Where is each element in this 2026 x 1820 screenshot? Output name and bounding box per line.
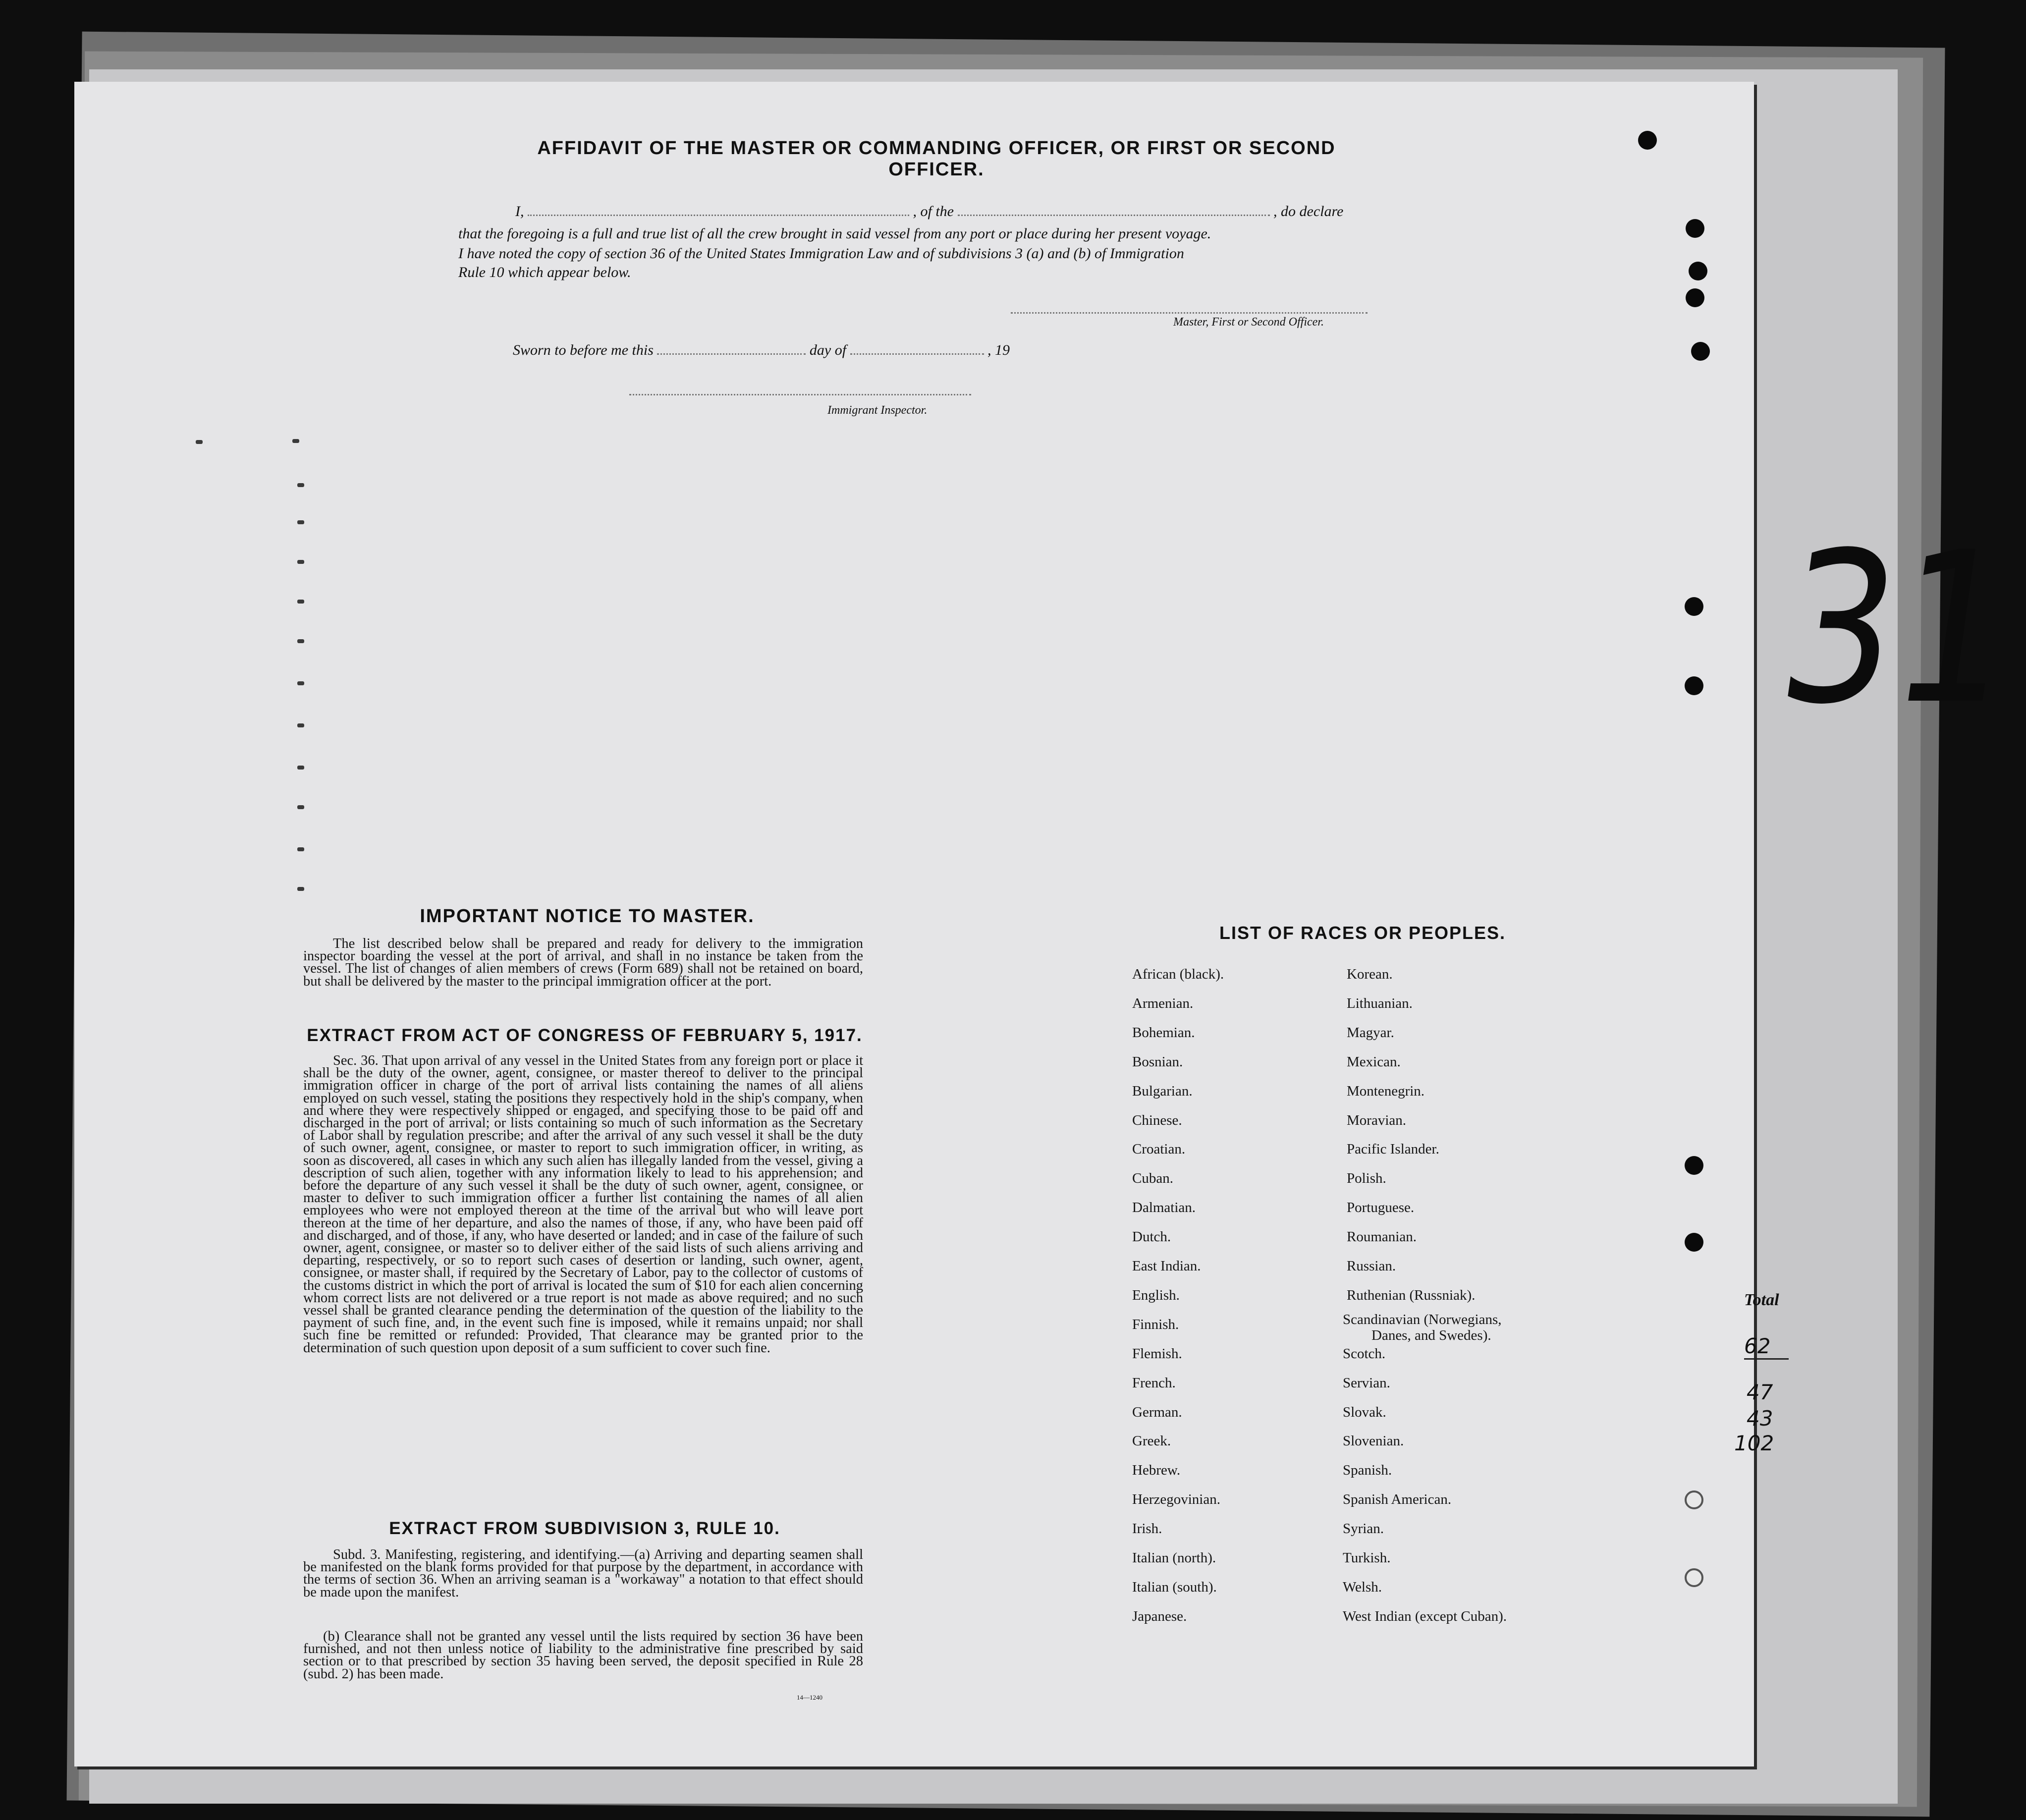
subdivision-3b-text: (b) Clearance shall not be granted any vessel until the lists required by section 36 have been furnished, and not then unless notice of liability to the administrative fine prescribed by said section or to that prescribed by section 35 having been served, the deposit specified in Rule 28 (subd. 2) has been made. (303, 1629, 863, 1682)
race-item: Dutch. (1132, 1229, 1171, 1245)
extract-rule-title: EXTRACT FROM SUBDIVISION 3, RULE 10. (389, 1519, 780, 1538)
tally-value-3: 43 (1747, 1406, 1773, 1431)
race-item: Cuban. (1132, 1170, 1173, 1187)
race-item: Japanese. (1132, 1608, 1187, 1624)
race-item: Moravian. (1347, 1112, 1406, 1128)
race-item: African (black). (1132, 966, 1224, 982)
punch-hole (1691, 342, 1710, 361)
master-signature-line (1011, 312, 1368, 314)
punch-hole (1685, 597, 1703, 616)
race-item: Scotch. (1343, 1345, 1386, 1362)
sworn-line (513, 342, 1010, 359)
race-item: Polish. (1347, 1170, 1386, 1187)
punch-hole (1686, 219, 1704, 238)
race-item: Spanish. (1343, 1462, 1392, 1479)
race-item: Italian (south). (1132, 1579, 1217, 1595)
vessel-blank (958, 215, 1270, 216)
race-item: Ruthenian (Russniak). (1347, 1287, 1476, 1303)
race-item: Slovenian. (1343, 1433, 1404, 1449)
affidavit-declare: , do declare (1273, 203, 1344, 220)
punch-hole (1686, 288, 1704, 307)
margin-mark (297, 560, 304, 564)
month-blank (850, 353, 984, 355)
master-signature-label: Master, First or Second Officer. (1173, 316, 1324, 329)
race-item: Finnish. (1132, 1316, 1179, 1332)
race-item: Pacific Islander. (1347, 1141, 1439, 1158)
race-item: Flemish. (1132, 1345, 1182, 1362)
form-number: 14—1240 (797, 1694, 822, 1701)
race-item: Greek. (1132, 1433, 1171, 1449)
year-label: , 19 (987, 342, 1010, 358)
subdivision-3a-text: Subd. 3. Manifesting, registering, and identifying.—(a) Arriving and departing seamen shall be manifested on the blank forms provided for that purpose by the department, in accordance with the terms of section 36. When an arriving seaman is a "workaway" a notation to that effect should be made upon the manifest. (303, 1547, 863, 1600)
race-item: Chinese. (1132, 1112, 1182, 1128)
margin-mark (297, 483, 304, 487)
race-item: Magyar. (1347, 1024, 1394, 1041)
margin-mark (297, 847, 304, 851)
affidavit-line-2: that the foregoing is a full and true list of all the crew brought in said vessel from any port or place during her present voyage. (458, 225, 1211, 242)
race-item: English. (1132, 1287, 1180, 1303)
day-blank (657, 353, 806, 355)
race-item: Syrian. (1343, 1521, 1384, 1537)
race-item: Slovak. (1343, 1404, 1386, 1420)
punch-hole (1685, 1568, 1703, 1587)
affidavit-line-4: Rule 10 which appear below. (458, 264, 631, 280)
margin-mark (297, 600, 304, 604)
race-item: Spanish American. (1343, 1491, 1452, 1508)
race-item: French. (1132, 1375, 1176, 1391)
race-item: Armenian. (1132, 995, 1194, 1011)
race-item: Dalmatian. (1132, 1200, 1196, 1216)
race-item: Italian (north). (1132, 1550, 1216, 1566)
punch-hole (1638, 131, 1657, 150)
race-item: Mexican. (1347, 1053, 1401, 1070)
race-item: Servian. (1343, 1375, 1390, 1391)
affidavit-line-1 (515, 203, 1343, 220)
margin-mark (297, 805, 304, 809)
race-item: Roumanian. (1347, 1229, 1417, 1245)
affidavit-line-3: I have noted the copy of section 36 of the United States Immigration Law and of subdivisions 3 (a) and (b) of Immigration (458, 245, 1184, 262)
affidavit-title: AFFIDAVIT OF THE MASTER OR COMMANDING OFFICER, OR FIRST OR SECOND OFFICER. (537, 138, 1336, 180)
margin-mark (297, 887, 304, 891)
inspector-signature-label: Immigrant Inspector. (827, 404, 928, 417)
margin-mark (196, 440, 203, 444)
race-item: Lithuanian. (1347, 995, 1413, 1011)
race-item: West Indian (except Cuban). (1343, 1608, 1507, 1624)
affidavit-i: I, (515, 203, 524, 220)
race-item: Irish. (1132, 1521, 1162, 1537)
race-item: Bulgarian. (1132, 1083, 1193, 1099)
extract-act-title: EXTRACT FROM ACT OF CONGRESS OF FEBRUARY 5, 1917. (307, 1026, 863, 1045)
race-item: Turkish. (1343, 1550, 1391, 1566)
handwritten-page-number: 31 (1766, 508, 2026, 750)
race-item: Korean. (1347, 966, 1393, 982)
race-item: East Indian. (1132, 1258, 1201, 1274)
race-item: Montenegrin. (1347, 1083, 1425, 1099)
notice-body: The list described below shall be prepared and ready for delivery to the immigration inspector boarding the vessel at the port of arrival, and shall in no instance be taken from the vessel. The list of changes of alien members of crews (Form 689) shall not be retained on board, but shall be delivered by the master to the principal immigration officer at the port. (303, 936, 863, 989)
punch-hole (1689, 262, 1707, 280)
race-item: Bohemian. (1132, 1024, 1195, 1041)
tally-value-2: 47 (1747, 1380, 1773, 1404)
race-item: Welsh. (1343, 1579, 1382, 1595)
race-item: Bosnian. (1132, 1053, 1183, 1070)
tally-label: Total (1744, 1291, 1779, 1309)
margin-mark (297, 723, 304, 727)
inspector-signature-line (629, 394, 971, 395)
races-title: LIST OF RACES OR PEOPLES. (1219, 923, 1506, 943)
punch-hole (1685, 1490, 1703, 1509)
margin-mark (297, 639, 304, 643)
margin-mark (297, 766, 304, 770)
tally-value-1: 62 (1744, 1334, 1789, 1360)
race-item: Herzegovinian. (1132, 1491, 1220, 1508)
tally-value-4: 102 (1734, 1431, 1774, 1455)
affidavit-of-the: , of the (913, 203, 954, 220)
race-item: German. (1132, 1404, 1182, 1420)
margin-mark (297, 681, 304, 685)
punch-hole (1685, 1156, 1703, 1175)
race-item-continuation: Danes, and Swedes). (1371, 1327, 1491, 1343)
day-of-label: day of (809, 342, 847, 358)
punch-hole (1685, 676, 1703, 695)
race-item: Portuguese. (1347, 1200, 1415, 1216)
race-item: Scandinavian (Norwegians, (1343, 1311, 1502, 1327)
punch-hole (1685, 1233, 1703, 1252)
margin-mark (292, 439, 299, 443)
race-item: Russian. (1347, 1258, 1396, 1274)
section-36-text: Sec. 36. That upon arrival of any vessel in the United States from any foreign port or place it shall be the duty of the owner, agent, consignee, or master thereof to deliver to the principal immigration officer in charge of the port of arrival lists containing the names of all aliens employed on such vessel, stating the positions they respectively hold in the ship's company, when and where they were respectively shipped or engaged, and specifying those to be paid off and discharged in the port of arrival; or lists containing so much of such information as the Secretary of Labor shall by regulation prescribe; and after the arrival of any such vessel it shall be the duty of such owner, agent, consignee, or master to report to such immigration officer, in writing, as soon as discovered, all cases in which any such alien has illegally landed from the vessel, giving a description of such alien, together with any information likely to lead to his apprehension; and before the departure of any such vessel it shall be the duty of such owner, agent, consignee, or master to deliver to such immigration officer a further list containing the names of all alien employees who were not employed thereon at the time of the arrival but who will leave port thereon at the time of her departure, and also the names of those, if any, who have been paid off and discharged, and of those, if any, who have deserted or landed; and in case of the failure of such owner, agent, consignee, or master so to deliver either of the said lists of such aliens arriving and departing, respectively, or so to report such cases of desertion or landing, such owner, agent, consignee, or master shall, if required by the Secretary of Labor, pay to the collector of customs of the customs district in which the port of arrival is located the sum of $10 for each alien concerning whom correct lists are not delivered or a true report is not made as above required; and no such vessel shall be granted clearance pending the determination of the question of the liability to the payment of such fine, and, in the event such fine is imposed, while it remains unpaid; nor shall such fine be remitted or refunded: Provided, That clearance may be granted prior to the determination of such question upon deposit of a sum sufficient to cover such fine. (303, 1053, 863, 1356)
sworn-label: Sworn to before me this (513, 342, 654, 358)
race-item: Croatian. (1132, 1141, 1186, 1158)
race-item: Hebrew. (1132, 1462, 1181, 1479)
margin-mark (297, 520, 304, 524)
notice-title: IMPORTANT NOTICE TO MASTER. (420, 906, 755, 927)
name-blank (528, 215, 909, 216)
